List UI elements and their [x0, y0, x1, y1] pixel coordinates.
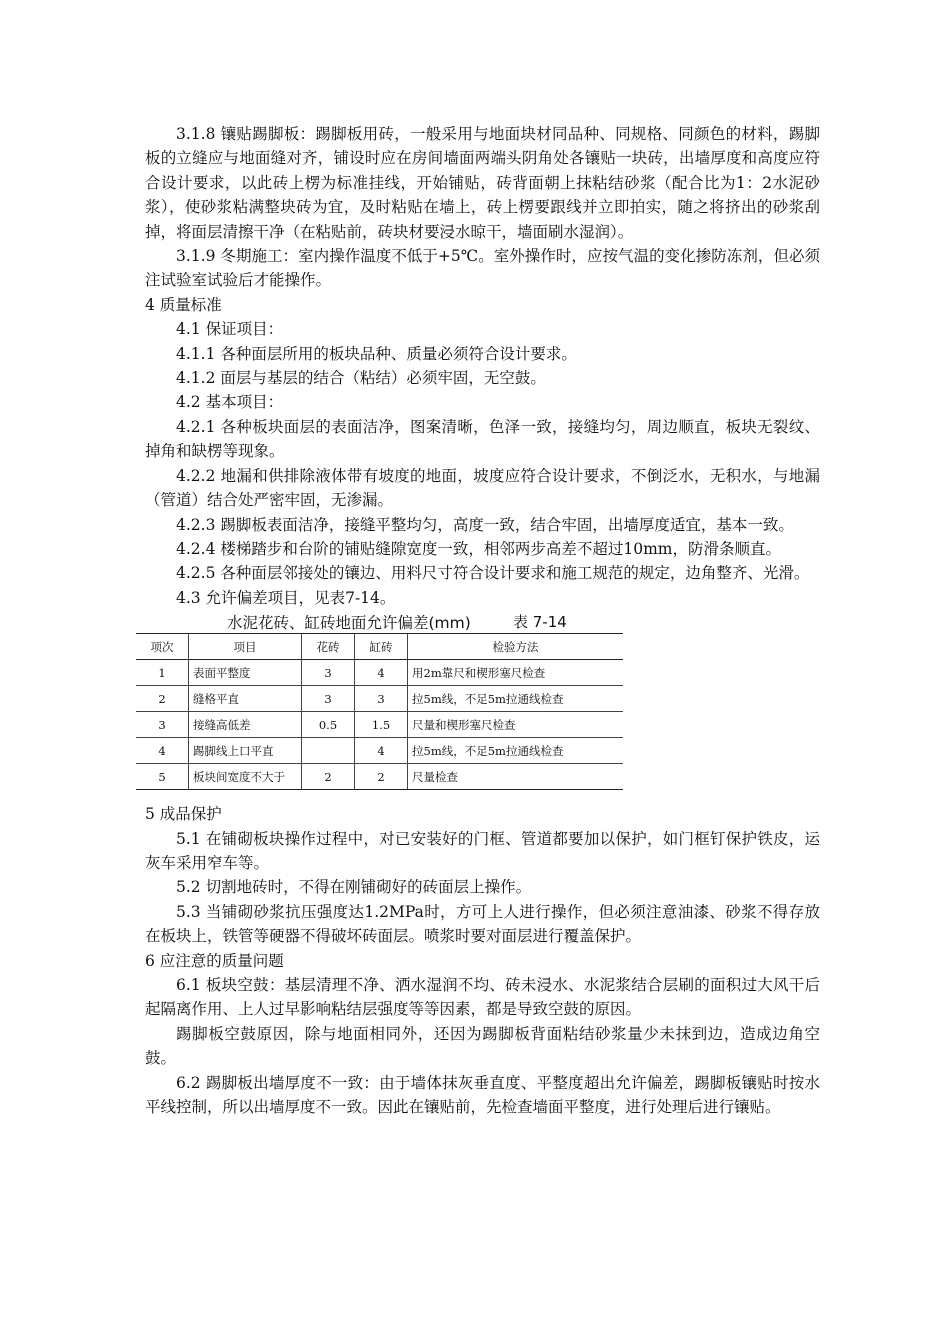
paragraph: 4.1.2 面层与基层的结合（粘结）必须牢固，无空鼓。 — [176, 369, 546, 388]
table-cell: 用2m靠尺和楔形塞尺检查 — [408, 660, 624, 686]
paragraph: 4.2.3 踢脚板表面洁净，接缝平整均匀，高度一致，结合牢固，出墙厚度适宜，基本一致。 — [176, 515, 794, 534]
paragraph: 3.1.9 冬期施工：室内操作温度不低于+5℃。室外操作时，应按气温的变化掺防冻剂，但必须注试验室试验后才能操作。 — [145, 247, 820, 290]
table-cell: 缝格平直 — [189, 686, 302, 712]
column-header: 项次 — [136, 634, 189, 660]
paragraph: 4.2 基本项目： — [176, 393, 284, 412]
paragraph: 4.3 允许偏差项目，见表7-14。 — [176, 588, 396, 607]
table-cell: 5 — [136, 764, 189, 790]
paragraph: 4.1.1 各种面层所用的板块品种、质量必须符合设计要求。 — [176, 344, 577, 363]
table-row — [136, 660, 623, 686]
column-header: 缸砖 — [355, 634, 408, 660]
section-heading: 4 质量标准 — [145, 295, 222, 314]
column-header: 检验方法 — [408, 634, 624, 660]
column-header: 项目 — [189, 634, 302, 660]
body-text-before-table — [145, 122, 820, 610]
deviation-table — [136, 633, 623, 790]
table-cell: 表面平整度 — [189, 660, 302, 686]
table-title: 水泥花砖、缸砖地面允许偏差(mm) — [227, 614, 471, 633]
table-header-row — [136, 634, 623, 660]
table-number: 表 7-14 — [513, 613, 567, 632]
paragraph: 5.2 切割地砖时，不得在刚铺砌好的砖面层上操作。 — [176, 878, 532, 897]
table-cell: 拉5m线，不足5m拉通线检查 — [408, 686, 624, 712]
table-row — [136, 764, 623, 790]
table-cell: 0.5 — [302, 712, 355, 738]
table-row — [136, 738, 623, 764]
table-cell: 2 — [136, 686, 189, 712]
paragraph: 6.1 板块空鼓：基层清理不净、洒水湿润不均、砖未浸水、水泥浆结合层刷的面积过大风干后起隔离作用、上人过早影响粘结层强度等等因素，都是导致空鼓的原因。 — [145, 975, 820, 1019]
table-cell: 3 — [302, 660, 355, 686]
paragraph: 踢脚板空鼓原因，除与地面相同外，还因为踢脚板背面粘结砂浆量少未抹到边，造成边角空鼓。 — [145, 1024, 820, 1068]
table-cell: 3 — [136, 712, 189, 738]
column-header: 花砖 — [302, 634, 355, 660]
table-cell: 4 — [136, 738, 189, 764]
paragraph: 5.3 当铺砌砂浆抗压强度达1.2MPa时，方可上人进行操作，但必须注意油漆、砂浆不得存放在板块上，铁管等硬器不得破坏砖面层。喷浆时要对面层进行覆盖保护。 — [145, 902, 820, 946]
table-cell: 1.5 — [355, 712, 408, 738]
section-heading: 5 成品保护 — [145, 805, 222, 824]
table-row — [136, 712, 623, 738]
paragraph: 4.2.1 各种板块面层的表面洁净，图案清晰，色泽一致，接缝均匀，周边顺直，板块无裂纹、掉角和缺楞等现象。 — [145, 417, 820, 461]
table-cell: 尺量和楔形塞尺检查 — [408, 712, 624, 738]
table-cell: 2 — [355, 764, 408, 790]
paragraph: 4.2.2 地漏和供排除液体带有坡度的地面，坡度应符合设计要求，不倒泛水，无积水，与地漏（管道）结合处严密牢固，无渗漏。 — [145, 466, 820, 510]
table-cell: 尺量检查 — [408, 764, 624, 790]
table-cell: 拉5m线，不足5m拉通线检查 — [408, 738, 624, 764]
table-row — [136, 686, 623, 712]
table-cell: 3 — [302, 686, 355, 712]
table-cell: 踢脚线上口平直 — [189, 738, 302, 764]
body-text-after-table — [145, 802, 820, 1119]
table-cell: 2 — [302, 764, 355, 790]
table-cell: 1 — [136, 660, 189, 686]
table-cell: 3 — [355, 686, 408, 712]
table-cell: 接缝高低差 — [189, 712, 302, 738]
paragraph: 4.2.5 各种面层邻接处的镶边、用料尺寸符合设计要求和施工规范的规定，边角整齐、光滑。 — [176, 564, 810, 583]
paragraph: 3.1.8 镶贴踢脚板：踢脚板用砖，一般采用与地面块材同品种、同规格、同颜色的材料，踢脚板的立缝应与地面缝对齐，铺设时应在房间墙面两端头阴角处各镶贴一块砖，出墙厚度和高度应符合设计要求，以此砖上楞为标准挂线，开始铺贴，砖背面朝上抹粘结砂浆（配合比为1：2水泥砂浆），使砂浆粘满整块砖为宜，及时粘贴在墙上，砖上楞要跟线并立即拍实，随之将挤出的砂浆刮掉，将面层清擦干净（在粘贴前，砖块材要浸水晾干，墙面刷水湿润）。 — [145, 125, 820, 241]
paragraph: 4.2.4 楼梯踏步和台阶的铺贴缝隙宽度一致，相邻两步高差不超过10mm，防滑条顺直。 — [176, 539, 781, 558]
table-cell: 4 — [355, 660, 408, 686]
table-cell: 4 — [355, 738, 408, 764]
table-caption — [145, 611, 820, 633]
table-cell: 板块间宽度不大于 — [189, 764, 302, 790]
paragraph: 4.1 保证项目： — [176, 320, 284, 339]
section-heading: 6 应注意的质量问题 — [145, 951, 284, 970]
table-cell — [302, 738, 355, 764]
paragraph: 5.1 在铺砌板块操作过程中，对已安装好的门框、管道都要加以保护，如门框钉保护铁皮，运灰车采用窄车等。 — [145, 829, 820, 872]
paragraph: 6.2 踢脚板出墙厚度不一致：由于墙体抹灰垂直度、平整度超出允许偏差，踢脚板镶贴时按水平线控制，所以出墙厚度不一致。因此在镶贴前，先检查墙面平整度，进行处理后进行镶贴。 — [145, 1073, 820, 1116]
document-page — [145, 122, 820, 1119]
